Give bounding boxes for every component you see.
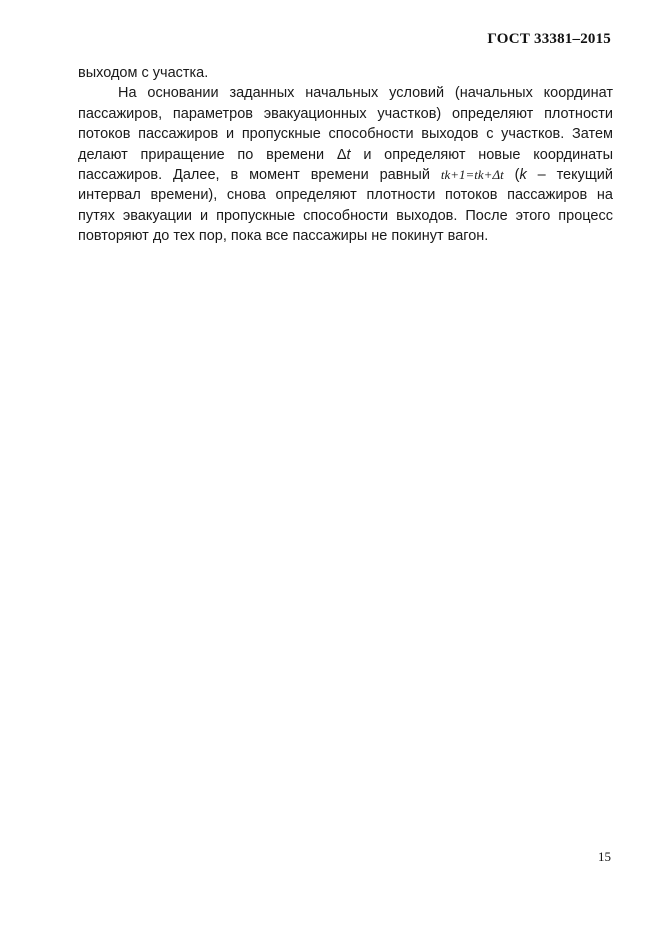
paragraph-text-part3: (	[503, 167, 520, 184]
document-body	[78, 63, 613, 247]
paragraph-text-part4: – текущий интервал времени), снова определяют плотности потоков пассажиров на путях эвакуации и пропускные способности выходов. После этого процесс повторяют до тех пор, пока все пассажиры не покинут вагон.	[78, 167, 613, 245]
main-paragraph	[78, 83, 613, 246]
paragraph-text-part2: и определяют новые координаты пассажиров. Далее, в момент времени равный	[78, 146, 613, 184]
intro-line: выходом с участка.	[78, 65, 209, 81]
paragraph-text-part1: На основании заданных начальных условий (начальных координат пассажиров, параметров эвакуационных участков) определяют плотности потоков пассажиров и пропускные способности выходов с участков. Затем делают приращение по времени Δ	[78, 85, 613, 163]
variable-t: t	[346, 146, 351, 163]
page-number: 15	[598, 849, 611, 864]
document-header: ГОСТ 33381–2015	[487, 31, 611, 47]
variable-k: k	[519, 167, 527, 184]
time-step-formula: tk+1=tk+Δt	[440, 167, 504, 183]
